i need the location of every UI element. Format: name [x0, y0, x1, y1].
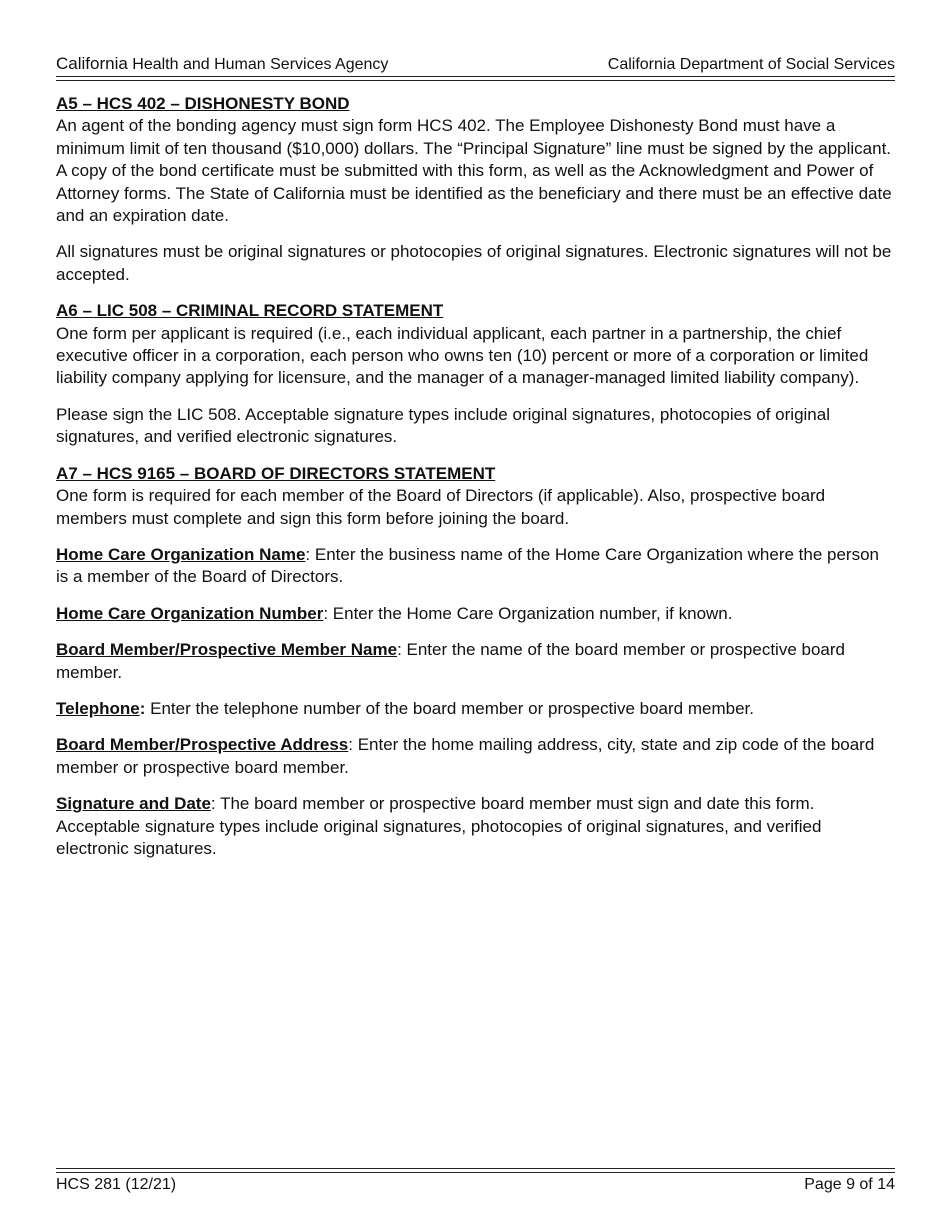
header-divider [56, 76, 895, 81]
field-sep: : [323, 603, 333, 623]
page-content [56, 93, 895, 860]
a6-paragraph-2: Please sign the LIC 508. Acceptable signature types include original signatures, photocopies of original signatures, and verified electronic signatures. [56, 404, 830, 447]
field-text: Enter the Home Care Organization number, if known. [332, 603, 733, 623]
page-header [56, 52, 895, 74]
section-heading-a6: A6 – LIC 508 – CRIMINAL RECORD STATEMENT [56, 301, 444, 321]
field-term: Signature and Date [56, 794, 211, 814]
a5-paragraph-1: An agent of the bonding agency must sign form HCS 402. The Employee Dishonesty Bond must have a minimum limit of ten thousand ($10,000) dollars. The “Principal Signature” line must be signed by the applicant. A copy of the bond certificate must be submitted with this form, as well as the Acknowledgment and Power of Attorney forms. The State of California must be identified as the beneficiary and there must be an effective date and an expiration date. [56, 116, 892, 226]
field-description-org-number [56, 603, 895, 625]
form-number: HCS 281 (12/21) [56, 1176, 177, 1193]
field-text: Enter the home mailing address, city, state and zip code of the board member or prospective board member. [56, 735, 875, 777]
field-term: Home Care Organization Name [56, 544, 306, 564]
field-text: Enter the name of the board member or prospective board member. [56, 640, 845, 682]
field-sep: : [139, 698, 151, 718]
field-term: Telephone [56, 698, 140, 718]
field-description-member-name [56, 639, 895, 684]
header-agency [56, 54, 388, 74]
field-description-telephone [56, 698, 895, 720]
header-department: California Department of Social Services [607, 56, 895, 73]
field-text: The board member or prospective board member must sign and date this form. Acceptable signature types include original signatures, photocopies of original signatures, and verified electronic signatures. [56, 794, 822, 858]
field-sep: : [305, 544, 315, 564]
header-agency-prefix: California [56, 54, 128, 73]
page-number: Page 9 of 14 [804, 1176, 895, 1193]
field-text: Enter the business name of the Home Care Organization where the person is a member of the Board of Directors. [56, 544, 880, 587]
field-description-signature [56, 793, 895, 860]
field-term: Board Member/Prospective Address [56, 735, 349, 755]
field-sep: : [348, 735, 358, 755]
a6-paragraph-1: One form per applicant is required (i.e., each individual applicant, each partner in a partnership, the chief executive officer in a corporation, each person who owns ten (10) percent or more of a corporation or limited liability company applying for licensure, and the manager of a manager-managed limited liability company). [56, 323, 869, 388]
field-description-address [56, 734, 895, 779]
section-heading-a5: A5 – HCS 402 – DISHONESTY BOND [56, 94, 350, 113]
field-text: Enter the telephone number of the board member or prospective board member. [150, 698, 754, 718]
section-heading-a7: A7 – HCS 9165 – BOARD OF DIRECTORS STATEMENT [56, 463, 496, 483]
a5-paragraph-2: All signatures must be original signatures or photocopies of original signatures. Electronic signatures will not be accepted. [56, 242, 892, 284]
field-sep: : [397, 640, 407, 660]
header-agency-rest: Health and Human Services Agency [127, 56, 389, 73]
document-page [56, 0, 895, 1230]
field-sep: : [210, 794, 221, 814]
field-description-org-name [56, 544, 895, 589]
a7-paragraph-1: One form is required for each member of the Board of Directors (if applicable). Also, prospective board members must complete and sign this form before joining the board. [56, 486, 826, 528]
footer-divider [56, 1168, 895, 1173]
field-term: Home Care Organization Number [56, 603, 324, 623]
page-footer [56, 1175, 895, 1195]
field-term: Board Member/Prospective Member Name [56, 640, 398, 660]
